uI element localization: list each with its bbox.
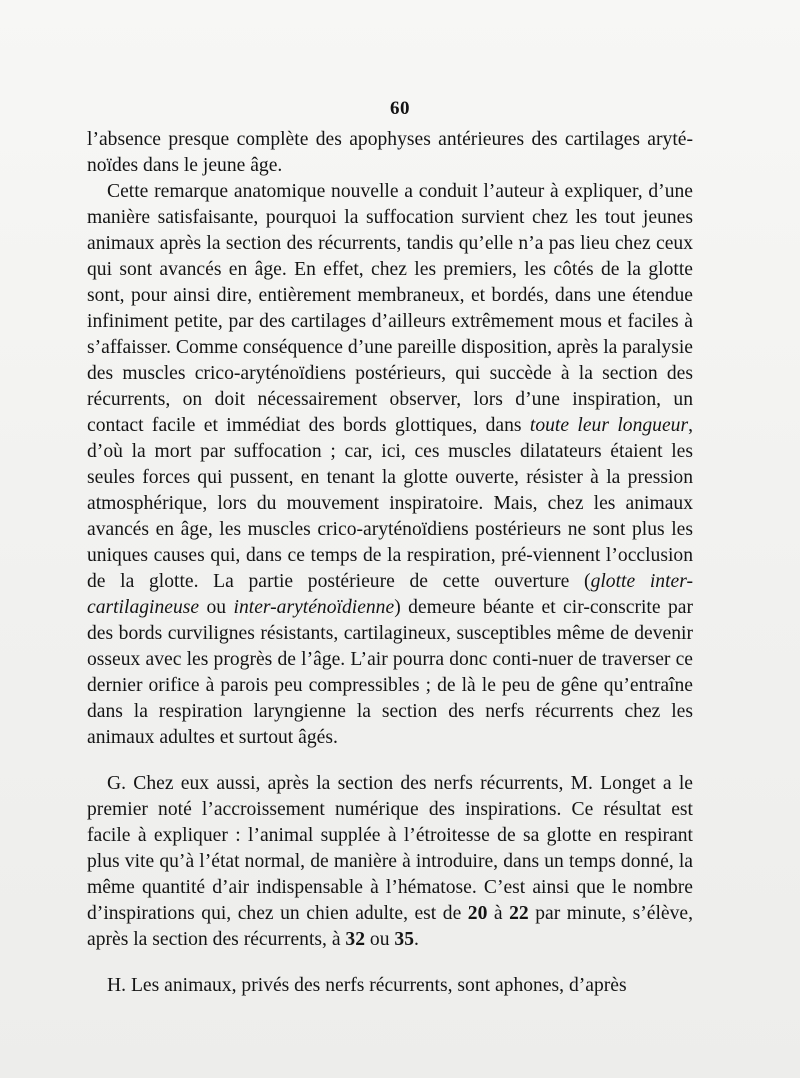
italic-segment: inter-aryténoïdienne [233, 597, 395, 618]
paragraph-continuation [87, 127, 693, 179]
paragraph-g [87, 771, 693, 953]
body-text [87, 127, 693, 999]
text-segment: à [487, 903, 510, 924]
text-segment: l’absence presque complète des apophyses antérieures des cartilages aryté-noïdes dans le jeune âge. [87, 129, 693, 176]
page-number: 60 [390, 98, 410, 119]
bold-number: 22 [509, 903, 529, 924]
paragraph-h [87, 973, 693, 999]
bold-number: 35 [394, 929, 414, 950]
text-segment: par minute, s’élève, après la section des récurrents, à [87, 903, 693, 950]
italic-segment: glotte inter-cartilagineuse [87, 571, 693, 618]
text-segment: , d’où la mort par suffocation ; car, ici, ces muscles dilatateurs étaient les seules forces qui pussent, en tenant la glotte ouverte, résister à la pression atmosphérique, lors du mouvement inspiratoire. Mais, chez les animaux avancés en âge, les muscles crico-aryténoïdiens postérieurs ne sont plus les uniques causes qui, dans ce temps de la respiration, pré-viennent l’occlusion de la glotte. La partie postérieure de cette ouverture ( [87, 415, 693, 592]
bold-number: 32 [345, 929, 366, 950]
text-segment: G. Chez eux aussi, après la section des nerfs récurrents, M. Longet a le premier noté l’accroissement numérique des inspirations. Ce résultat est facile à expliquer : l’animal supplée à l’étroitesse de sa glotte en respirant plus vite qu’à l’état normal, de manière à introduire, dans un temps donné, la même quantité d’air indispensable à l’hématose. C’est ainsi que le nombre d’inspirations qui, chez un chien adulte, est de [87, 773, 693, 924]
text-segment: ou [199, 597, 234, 618]
text-segment: H. Les animaux, privés des nerfs récurrents, sont aphones, d’après [107, 975, 627, 996]
text-segment: Cette remarque anatomique nouvelle a conduit l’auteur à expliquer, d’une manière satisfaisante, pourquoi la suffocation survient chez les tout jeunes animaux après la section des récurrents, tandis qu’elle n’a pas lieu chez ceux qui sont avancés en âge. En effet, chez les premiers, les côtés de la glotte sont, pour ainsi dire, entièrement membraneux, et bordés, dans une étendue infiniment petite, par des cartilages d’ailleurs extrêmement mous et faciles à s’affaisser. Comme conséquence d’une pareille disposition, après la paralysie des muscles crico-aryténoïdiens postérieurs, qui succède à la section des récurrents, on doit nécessairement observer, lors d’une inspiration, un contact facile et immédiat des bords glottiques, dans [87, 181, 693, 436]
italic-segment: toute leur longueur [529, 415, 689, 436]
text-segment: . [414, 929, 419, 950]
text-segment: ) demeure béante et cir-conscrite par des bords curvilignes résistants, cartilagineux, susceptibles même de devenir osseux avec les progrès de l’âge. L’air pourra donc conti-nuer de traverser ce dernier orifice à parois peu compressibles ; de là le peu de gêne qu’entraîne dans la respiration laryngienne la section des nerfs récurrents chez les animaux adultes et surtout âgés. [87, 597, 693, 748]
paragraph-anatomical-remark [87, 179, 693, 751]
bold-number: 20 [467, 903, 488, 924]
text-segment: ou [365, 929, 395, 950]
